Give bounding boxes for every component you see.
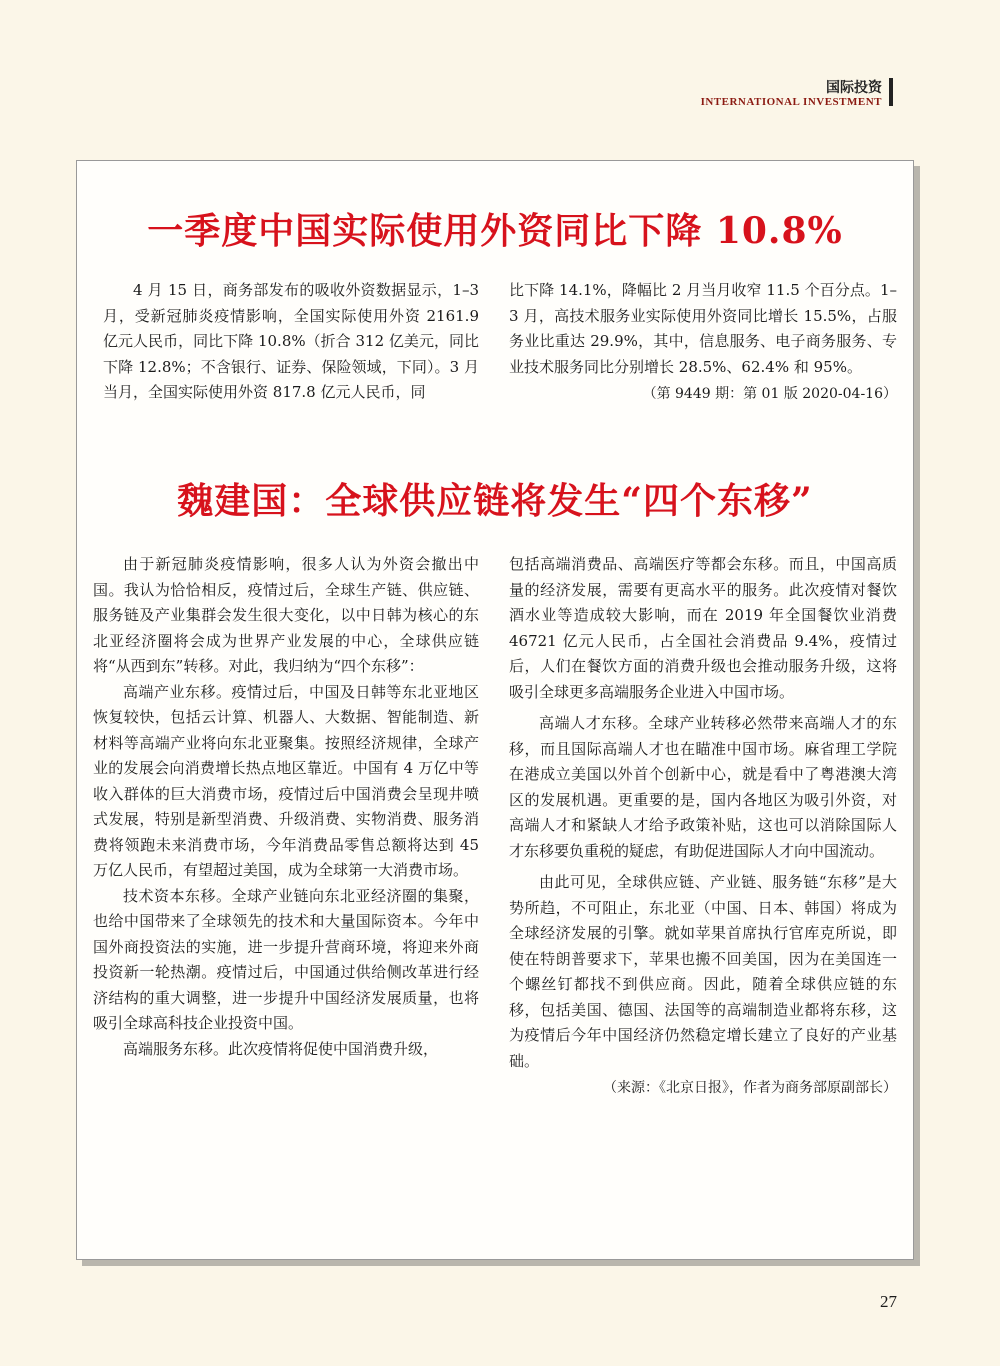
article2-paragraph: 由此可见，全球供应链、产业链、服务链“东移”是大势所趋，不可阻止，东北亚（中国、日本、韩国）将成为全球经济发展的引擎。就如苹果首席执行官库克所说，即使在特朗普要求下，苹果也搬不回美国，因为在美国连一个螺丝钉都找不到供应商。因此，随着全球供应链的东移，包括美国、德国、法国等的高端制造业都将东移，这为疫情后今年中国经济仍然稳定增长建立了良好的产业基础。 <box>509 873 897 1070</box>
article1-col-left <box>103 278 479 406</box>
masthead-bar <box>889 78 893 106</box>
article2-paragraph: 由于新冠肺炎疫情影响，很多人认为外资会撤出中国。我认为恰恰相反，疫情过后，全球生产链、供应链、服务链及产业集群会发生很大变化，以中日韩为核心的东北亚经济圈将会成为世界产业发展的中心，全球供应链将“从西到东”转移。对此，我归纳为“四个东移”： <box>93 555 479 675</box>
article1-title: 一季度中国实际使用外资同比下降 10.8% <box>147 210 843 252</box>
page-number: 27 <box>880 1292 897 1311</box>
article2-col-right <box>509 552 897 1102</box>
article2-paragraph: 高端产业东移。疫情过后，中国及日韩等东北亚地区恢复较快，包括云计算、机器人、大数据、智能制造、新材料等高端产业将向东北亚聚集。按照经济规律，全球产业的发展会向消费增长热点地区靠近。中国有 4 万亿中等收入群体的巨大消费市场，疫情过后中国消费会呈现井喷式发展，特别是新型消费、升级消费、实物消费、服务消费将领跑未来消费市场，今年消费品零售总额将达到 45 万亿人民币，有望超过美国，成为全球第一大消费市场。 <box>93 682 479 879</box>
article2-col-left <box>93 552 479 1062</box>
masthead <box>701 80 882 109</box>
masthead-title: 国际投资 <box>826 80 882 96</box>
article1-source: （第 9449 期：第 01 版 2020-04-16） <box>642 386 897 402</box>
article2-source: （来源：《北京日报》，作者为商务部原副部长） <box>603 1080 897 1096</box>
article2-paragraph: 技术资本东移。全球产业链向东北亚经济圈的集聚，也给中国带来了全球领先的技术和大量国际资本。今年中国外商投资法的实施，进一步提升营商环境，将迎来外商投资新一轮热潮。疫情过后，中国通过供给侧改革进行经济结构的重大调整，进一步提升中国经济发展质量，也将吸引全球高科技企业投资中国。 <box>93 886 479 1032</box>
article-box <box>76 160 914 1260</box>
article2-paragraph: 高端人才东移。全球产业转移必然带来高端人才的东移，而且国际高端人才也在瞄准中国市场。麻省理工学院在港成立美国以外首个创新中心，就是看中了粤港澳大湾区的发展机遇。更重要的是，国内各地区为吸引外资，对高端人才和紧缺人才给予政策补贴，这也可以消除国际人才东移要负重税的疑虑，有助促进国际人才向中国流动。 <box>509 714 897 860</box>
article1-paragraph: 4 月 15 日，商务部发布的吸收外资数据显示，1–3 月，受新冠肺炎疫情影响，全国实际使用外资 2161.9 亿元人民币，同比下降 10.8%（折合 312 亿美元，同比下降 12.8%；不含银行、证券、保险领域，下同）。3 月当月，全国实际使用外资 817.8 亿元人民币，同 <box>103 281 479 401</box>
article2-paragraph: 高端服务东移。此次疫情将促使中国消费升级， <box>123 1039 439 1058</box>
article1-col-right <box>509 278 897 408</box>
article2-title: 魏建国：全球供应链将发生“四个东移” <box>177 480 813 522</box>
article1-paragraph: 比下降 14.1%，降幅比 2 月当月收窄 11.5 个百分点。1–3 月，高技术服务业实际使用外资同比增长 15.5%，占服务业比重达 29.9%，其中，信息服务、电子商务服务、专业技术服务同比分别增长 28.5%、62.4% 和 95%。 <box>509 281 897 376</box>
masthead-subtitle: INTERNATIONAL INVESTMENT <box>700 96 882 108</box>
article2-paragraph: 包括高端消费品、高端医疗等都会东移。而且，中国高质量的经济发展，需要有更高水平的服务。此次疫情对餐饮酒水业等造成较大影响，而在 2019 年全国餐饮业消费 46721 亿元人民币，占全国社会消费品 9.4%，疫情过后，人们在餐饮方面的消费升级也会推动服务升级，这将吸引全球更多高端服务企业进入中国市场。 <box>509 555 897 701</box>
